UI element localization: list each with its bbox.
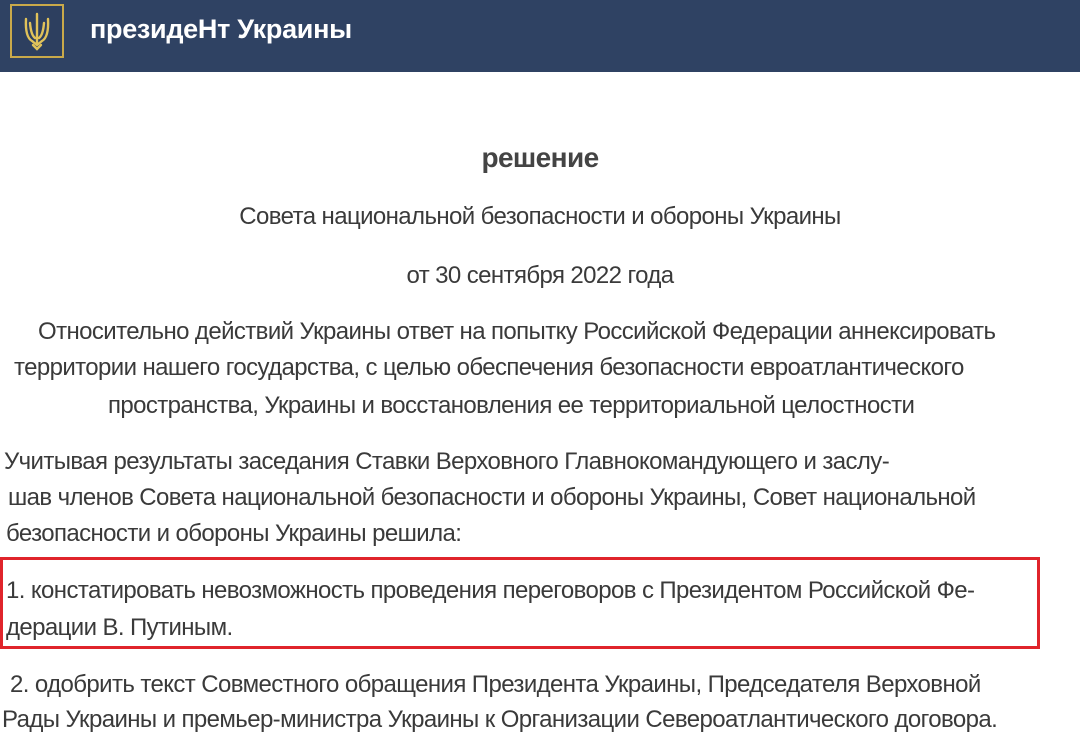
preamble-line: Учитывая результаты заседания Ставки Верховного Главнокомандующего и заслу- [4, 448, 890, 475]
decision-item-1-line: 1. констатировать невозможность проведения переговоров с Президентом Российской Фе- [6, 577, 975, 604]
preamble-line: безопасности и обороны Украины решила: [6, 520, 462, 547]
preamble-line: шав членов Совета национальной безопасности и обороны Украины, Совет национальной [8, 484, 976, 511]
heading-line: Относительно действий Украины ответ на попытку Российской Федерации аннексировать [38, 318, 996, 345]
trident-emblem-icon[interactable] [10, 4, 64, 58]
document-subtitle: Совета национальной безопасности и обороны Украины [239, 203, 841, 230]
site-header [0, 0, 1080, 72]
decision-item-2-line: 2. одобрить текст Совместного обращения Президента Украины, Председателя Верховной [10, 671, 981, 698]
heading-line: пространства, Украины и восстановления ее территориальной целостности [108, 392, 915, 419]
heading-line: территории нашего государства, с целью обеспечения безопасности евроатлантического [14, 354, 964, 381]
decision-item-1-line: дерации В. Путиным. [6, 614, 233, 641]
document-title: решение [481, 142, 599, 173]
document-date: от 30 сентября 2022 года [406, 262, 674, 289]
decision-item-2-line: Рады Украины и премьер-министра Украины к Организации Североатлантического договора. [2, 706, 998, 733]
site-title[interactable]: президеНт Украины [90, 14, 352, 44]
